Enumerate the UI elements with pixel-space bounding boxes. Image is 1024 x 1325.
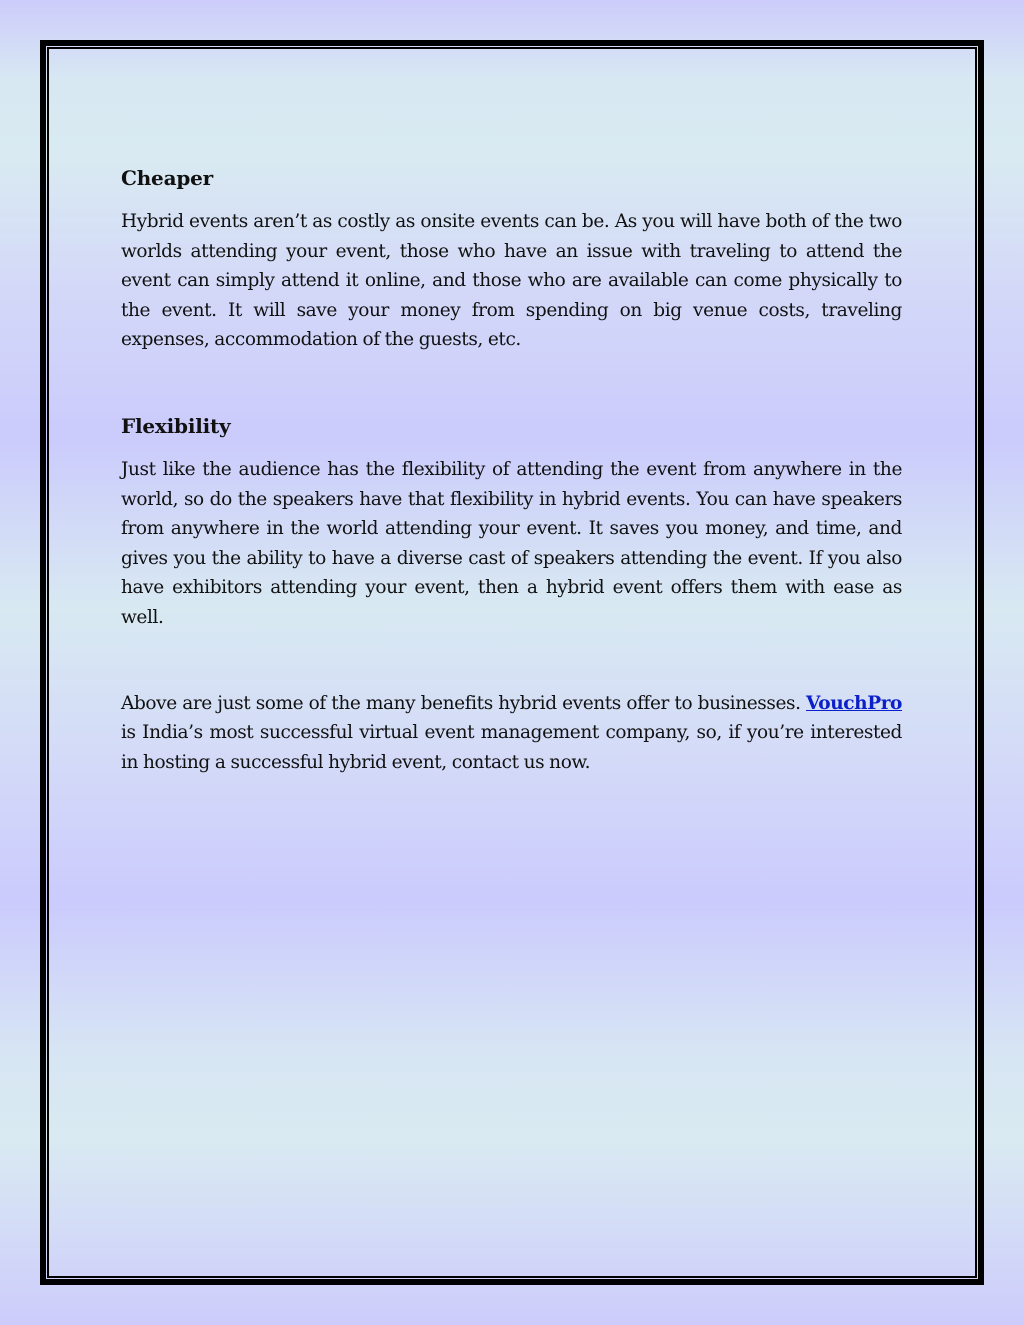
section-heading-flexibility: Flexibility	[121, 413, 231, 438]
paragraph-cheaper: Hybrid events aren’t as costly as onsite events can be. As you will have both of the two worlds attending your event, those who have an issue with traveling to attend the event can simply attend it online, and those who are available can come physically to the event. It will save your money from spending on big venue costs, traveling expenses, accommodation of the guests, etc.	[121, 211, 902, 351]
document-body	[121, 163, 902, 777]
paragraph-flexibility: Just like the audience has the flexibility of attending the event from anywhere in the world, so do the speakers have that flexibility in hybrid events. You can have speakers from anywhere in the world attending your event. It saves you money, and time, and gives you the ability to have a diverse cast of speakers attending the event. If you also have exhibitors attending your event, then a hybrid event offers them with ease as well.	[121, 458, 902, 628]
section-heading-cheaper: Cheaper	[121, 166, 213, 190]
paragraph-closing	[121, 689, 902, 778]
closing-text-after-link: is India’s most successful virtual event management company, so, if you’re interested in hosting a successful hybrid event, contact us now.	[121, 722, 902, 773]
vouchpro-link[interactable]: VouchPro	[806, 692, 902, 714]
closing-text-before-link: Above are just some of the many benefits hybrid events offer to businesses.	[121, 692, 807, 714]
